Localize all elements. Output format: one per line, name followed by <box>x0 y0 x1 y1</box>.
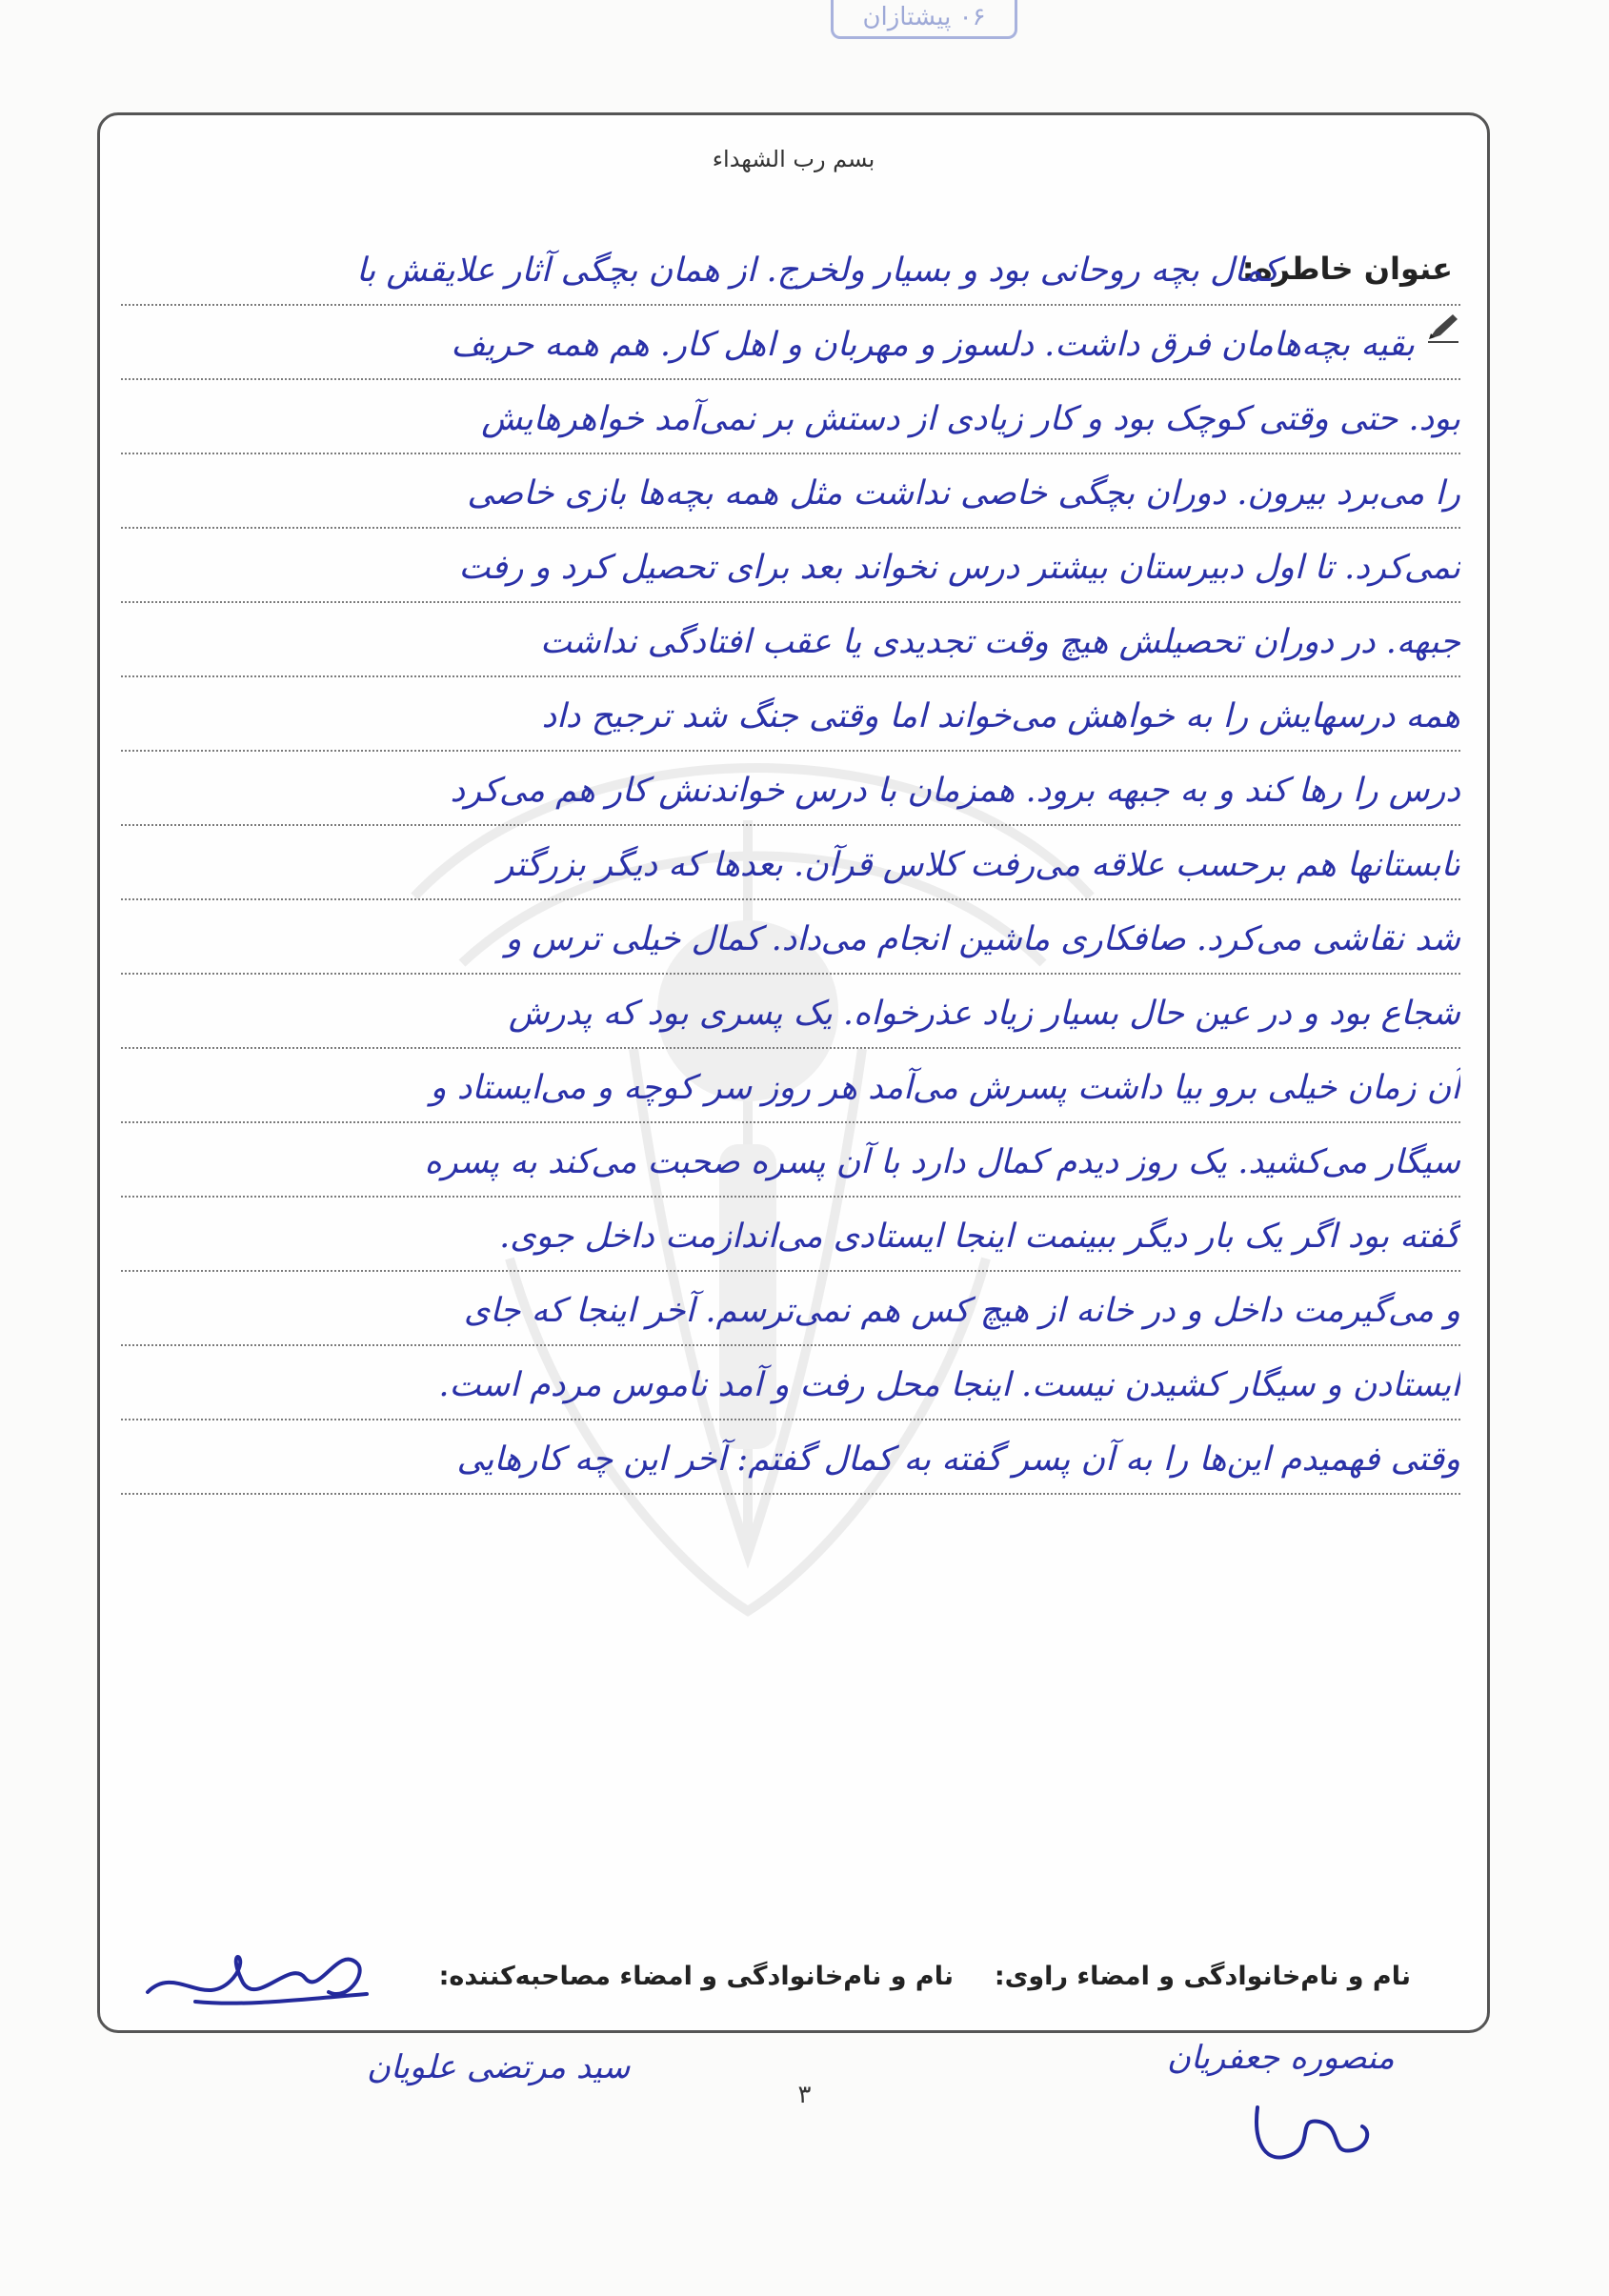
narrator-name-handwritten: سید مرتضی علویان <box>367 2048 631 2086</box>
memory-line-7: همه درسهایش را به خواهش می‌خواند اما وقتی جنگ شد ترجیح داد <box>121 677 1460 752</box>
memory-text <box>121 232 1460 1495</box>
memory-line-3: بود. حتی وقتی کوچک بود و کار زیادی از دستش بر نمی‌آمد خواهرهایش <box>121 380 1460 454</box>
memory-line-6: جبهه. در دوران تحصیلش هیچ وقت تجدیدی یا عقب افتادگی نداشت <box>121 603 1460 677</box>
memory-line-16: ایستادن و سیگار کشیدن نیست. اینجا محل رفت و آمد ناموس مردم است. <box>121 1346 1460 1420</box>
memory-line-4: را می‌برد بیرون. دوران بچگی خاصی نداشت مثل همه بچه‌ها بازی خاصی <box>121 454 1460 529</box>
memory-line-13: سیگار می‌کشید. یک روز دیدم کمال دارد با آن پسره صحبت می‌کند به پسره <box>121 1123 1460 1198</box>
memory-line-1: کمال بچه روحانی بود و بسیار ولخرج. از همان بچگی آثار علایقش با <box>121 232 1460 306</box>
memory-line-2: بقیه بچه‌هامان فرق داشت. دلسوز و مهربان و اهل کار. هم همه حریف <box>121 306 1460 380</box>
memory-line-14: گفته بود اگر یک بار دیگر ببینمت اینجا ایستادی می‌اندازمت داخل جوی. <box>121 1198 1460 1272</box>
memory-line-17: وقتی فهمیدم این‌ها را به آن پسر گفته به کمال گفتم: آخر این چه کارهایی <box>121 1420 1460 1495</box>
memory-line-5: نمی‌کرد. تا اول دبیرستان بیشتر درس نخواند بعد برای تحصیل کرد و رفت <box>121 529 1460 603</box>
memory-line-10: شد نقاشی می‌کرد. صافکاری ماشین انجام می‌داد. کمال خیلی ترس و <box>121 900 1460 975</box>
interviewer-signature-label: نام و نام‌خانوادگی و امضاء مصاحبه‌کننده: <box>438 1962 954 1991</box>
interviewer-name-handwritten: منصوره جعفریان <box>1167 2039 1395 2077</box>
memory-line-9: تابستانها هم برحسب علاقه می‌رفت کلاس قرآن. بعدها که دیگر بزرگتر <box>121 826 1460 900</box>
memory-line-15: و می‌گیرمت داخل و در خانه از هیچ کس هم نمی‌ترسم. آخر اینجا که جای <box>121 1272 1460 1346</box>
page-number: ۳ <box>797 2081 812 2109</box>
memory-line-12: آن زمان خیلی برو بیا داشت پسرش می‌آمد هر روز سر کوچه و می‌ایستاد و <box>121 1049 1460 1123</box>
memory-line-11: شجاع بود و در عین حال بسیار زیاد عذرخواه. یک پسری بود که پدرش <box>121 975 1460 1049</box>
archive-stamp: ۰۶ پیشتازان <box>831 0 1017 39</box>
memory-line-8: درس را رها کند و به جبهه برود. همزمان با درس خواندنش کار هم می‌کرد <box>121 752 1460 826</box>
memory-form <box>97 112 1490 2033</box>
form-header: بسم رب الشهداء <box>712 146 875 172</box>
narrator-signature-label: نام و نام‌خانوادگی و امضاء راوی: <box>994 1962 1411 1991</box>
narrator-signature-scribble <box>138 1925 376 2016</box>
memory-title-label: عنوان خاطره: <box>1241 251 1453 287</box>
